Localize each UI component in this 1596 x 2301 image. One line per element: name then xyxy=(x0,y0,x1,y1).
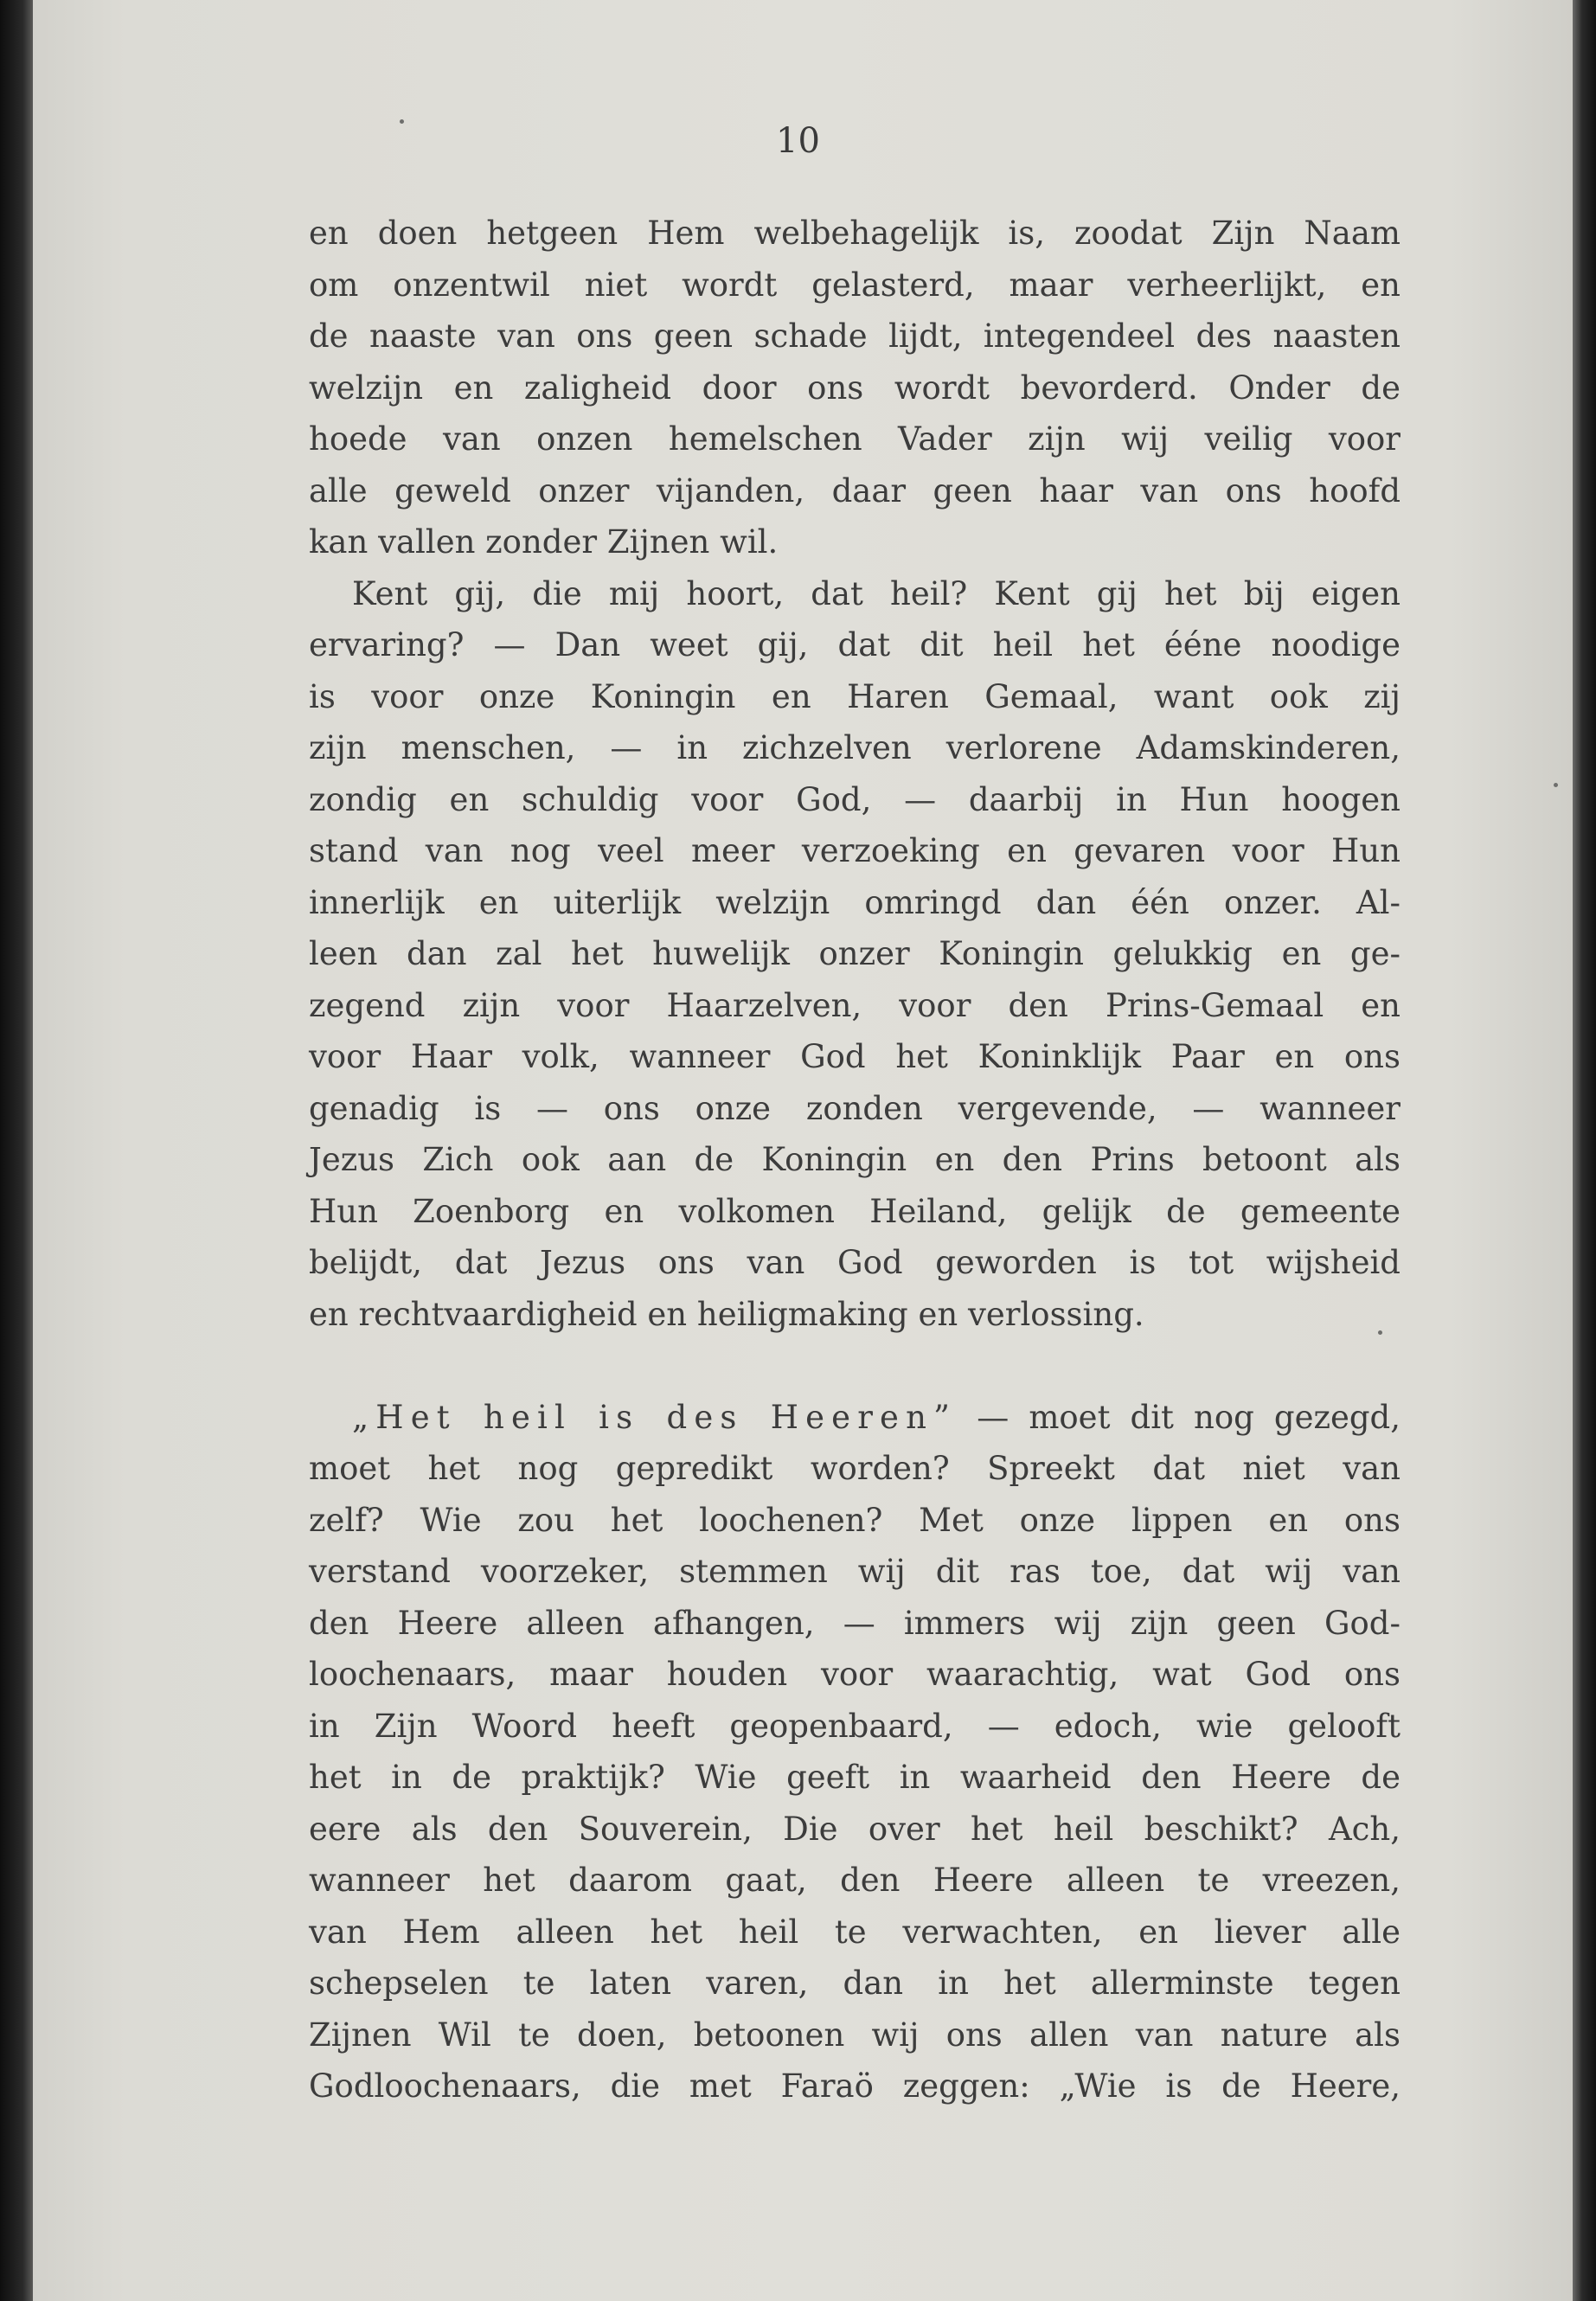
text-line: zelf? Wie zou het loochenen? Met onze lippen en ons xyxy=(309,1501,1401,1539)
text-line: belijdt, dat Jezus ons van God geworden is tot wijsheid xyxy=(309,1244,1401,1281)
body-text xyxy=(309,208,1401,2112)
paragraph-2 xyxy=(309,568,1401,1341)
page-number: 10 xyxy=(776,121,820,161)
spaced-quote: „Het heil is des Heeren” xyxy=(352,1398,958,1436)
paper-speck xyxy=(1378,1330,1382,1335)
text-line: hoede van onzen hemelschen Vader zijn wij veilig voor xyxy=(309,420,1401,458)
text-line: voor Haar volk, wanneer God het Koninklijk Paar en ons xyxy=(309,1038,1401,1075)
text-line: schepselen te laten varen, dan in het allerminste tegen xyxy=(309,1965,1401,2002)
text-line: innerlijk en uiterlijk welzijn omringd dan één onzer. Al- xyxy=(309,883,1401,921)
text-line: om onzentwil niet wordt gelasterd, maar verheerlijkt, en xyxy=(309,266,1401,304)
text-line: en doen hetgeen Hem welbehagelijk is, zoodat Zijn Naam xyxy=(309,215,1401,252)
text-line: alle geweld onzer vijanden, daar geen haar van ons hoofd xyxy=(309,471,1401,510)
text-line: is voor onze Koningin en Haren Gemaal, want ook zij xyxy=(309,677,1401,715)
scan-border-left xyxy=(0,0,33,2301)
paper-speck xyxy=(1554,783,1558,787)
text-line: ervaring? — Dan weet gij, dat dit heil het éénе noodige xyxy=(309,626,1401,663)
text-line: wanneer het daarom gaat, den Heere alleen te vreezen, xyxy=(309,1862,1401,1899)
text-line: zijn menschen, — in zichzelven verlorene Adamskinderen, xyxy=(309,729,1401,766)
paragraph-3 xyxy=(309,1392,1401,2112)
text-line: Godloochenaars, die met Faraö zeggen: „Wie is de Heere, xyxy=(309,2067,1401,2105)
text-line: leen dan zal het huwelijk onzer Koningin gelukkig en ge- xyxy=(309,935,1401,972)
paragraph-gap xyxy=(309,1340,1401,1392)
text-line: welzijn en zaligheid door ons wordt bevorderd. Onder de xyxy=(309,369,1401,407)
text-line-rest: — moet dit nog gezegd, xyxy=(957,1398,1401,1436)
text-line: verstand voorzeker, stemmen wij dit ras toe, dat wij van xyxy=(309,1553,1401,1590)
text-line: kan vallen zonder Zijnen wil. xyxy=(309,523,779,561)
scan-border-right xyxy=(1573,0,1596,2301)
text-line: Zijnen Wil te doen, betoonen wij ons allen van nature als xyxy=(309,2016,1401,2054)
paper-speck xyxy=(400,119,404,124)
text-line: genadig is — ons onze zonden vergevende, — wanneer xyxy=(309,1089,1401,1127)
text-line: in Zijn Woord heeft geopenbaard, — edoch, wie gelooft xyxy=(309,1707,1401,1745)
text-line: den Heere alleen afhangen, — immers wij zijn geen God- xyxy=(309,1604,1401,1642)
text-line: zondig en schuldig voor God, — daarbij in Hun hoogen xyxy=(309,780,1401,818)
text-line: Hun Zoenborg en volkomen Heiland, gelijk de gemeente xyxy=(309,1192,1401,1230)
text-line: Kent gij, die mij hoort, dat heil? Kent gij het bij eigen xyxy=(352,574,1401,612)
text-line: stand van nog veel meer verzoeking en gevaren voor Hun xyxy=(309,832,1401,869)
text-line: en rechtvaardigheid en heiligmaking en verlossing. xyxy=(309,1295,1144,1333)
text-line: loochenaars, maar houden voor waarachtig, wat God ons xyxy=(309,1656,1401,1693)
text-line: zegend zijn voor Haarzelven, voor den Prins-Gemaal en xyxy=(309,986,1401,1024)
text-line: Jezus Zich ook aan de Koningin en den Prins betoont als xyxy=(309,1141,1401,1178)
text-line: moet het nog gepredikt worden? Spreekt dat niet van xyxy=(309,1450,1401,1487)
text-line: het in de praktijk? Wie geeft in waarheid den Heere de xyxy=(309,1759,1401,1796)
text-line: de naaste van ons geen schade lijdt, integendeel des naasten xyxy=(309,317,1401,355)
text-line: eere als den Souverein, Die over het heil beschikt? Ach, xyxy=(309,1810,1401,1848)
text-line: van Hem alleen het heil te verwachten, en liever alle xyxy=(309,1913,1401,1951)
paragraph-1 xyxy=(309,208,1401,568)
text-line xyxy=(309,1392,1401,1444)
